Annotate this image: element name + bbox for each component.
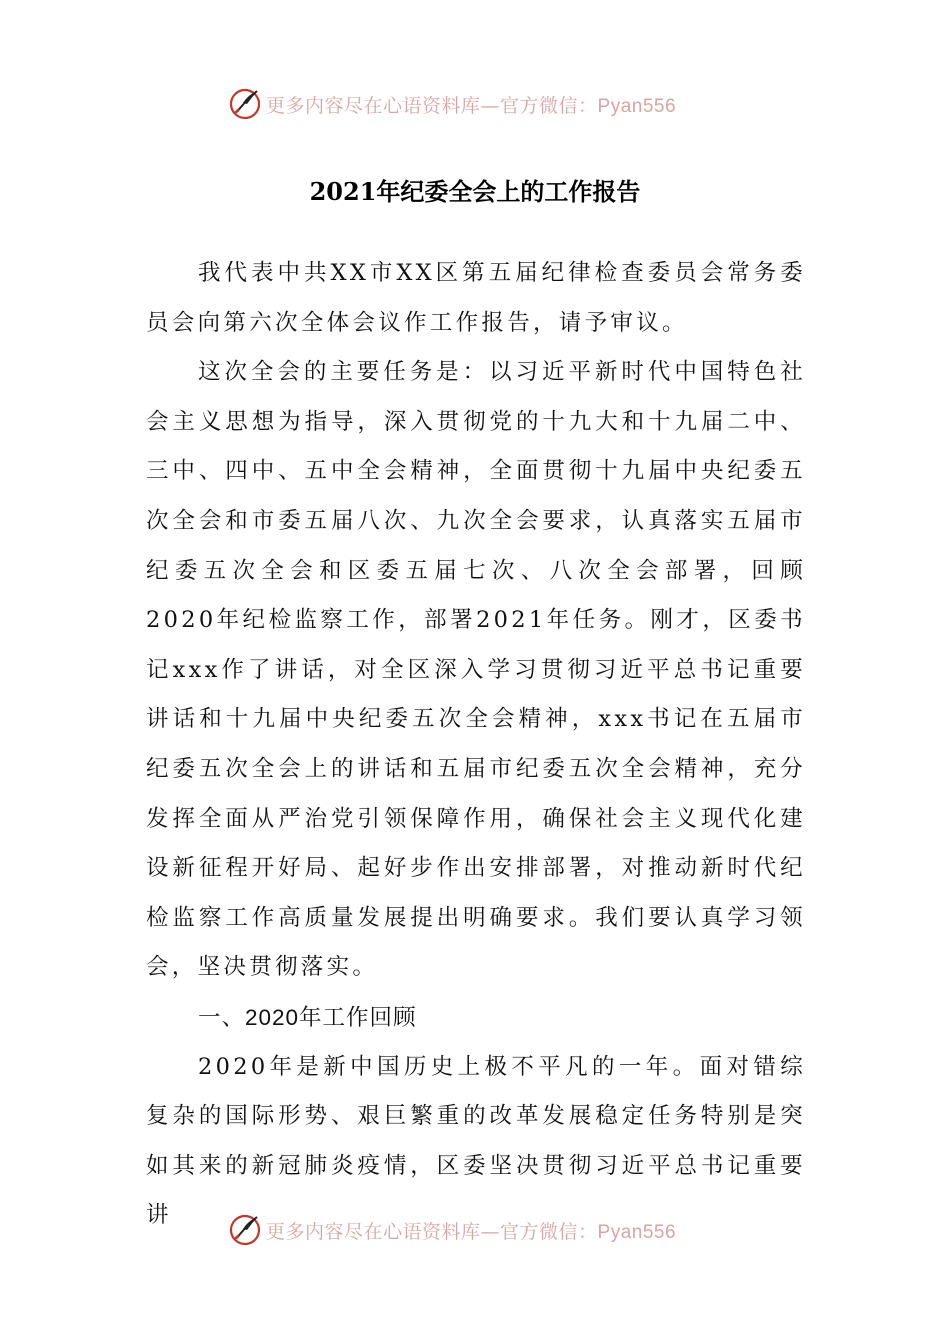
watermark-wechat-id: Pyan556 [597, 1221, 677, 1243]
watermark-text: 更多内容尽在心语资料库—官方微信：Pyan556 [266, 1220, 677, 1243]
section-heading: 一、2020年工作回顾 [198, 1004, 417, 1030]
watermark-wechat-id: Pyan556 [597, 95, 677, 117]
header-watermark [228, 84, 676, 124]
body-paragraph: 2020年是新中国历史上极不平凡的一年。面对错综复杂的国际形势、艰巨繁重的改革发展稳定任务特别是突如其来的新冠肺炎疫情，区委坚决贯彻习近平总书记重要讲 [146, 1053, 806, 1229]
footer-watermark [228, 1210, 676, 1250]
document-body [146, 249, 806, 1241]
watermark-text: 更多内容尽在心语资料库—官方微信：Pyan556 [266, 94, 677, 117]
quill-logo-icon [228, 1213, 262, 1247]
document-title: 2021年纪委全会上的工作报告 [309, 177, 641, 206]
quill-logo-icon [228, 87, 262, 121]
body-paragraph: 我代表中共XX市XX区第五届纪律检查委员会常务委员会向第六次全体会议作工作报告，请予审议。 [146, 260, 806, 336]
body-paragraph: 这次全会的主要任务是：以习近平新时代中国特色社会主义思想为指导，深入贯彻党的十九大和十九届二中、三中、四中、五中全会精神，全面贯彻十九届中央纪委五次全会和市委五届八次、九次全会要求，认真落实五届市纪委五次全会和区委五届七次、八次全会部署，回顾2020年纪检监察工作，部署2021年任务。刚才，区委书记xxx作了讲话，对全区深入学习贯彻习近平总书记重要讲话和十九届中央纪委五次全会精神，xxx书记在五届市纪委五次全会上的讲话和五届市纪委五次全会精神，充分发挥全面从严治党引领保障作用，确保社会主义现代化建设新征程开好局、起好步作出安排部署，对推动新时代纪检监察工作高质量发展提出明确要求。我们要认真学习领会，坚决贯彻落实。 [146, 359, 806, 981]
